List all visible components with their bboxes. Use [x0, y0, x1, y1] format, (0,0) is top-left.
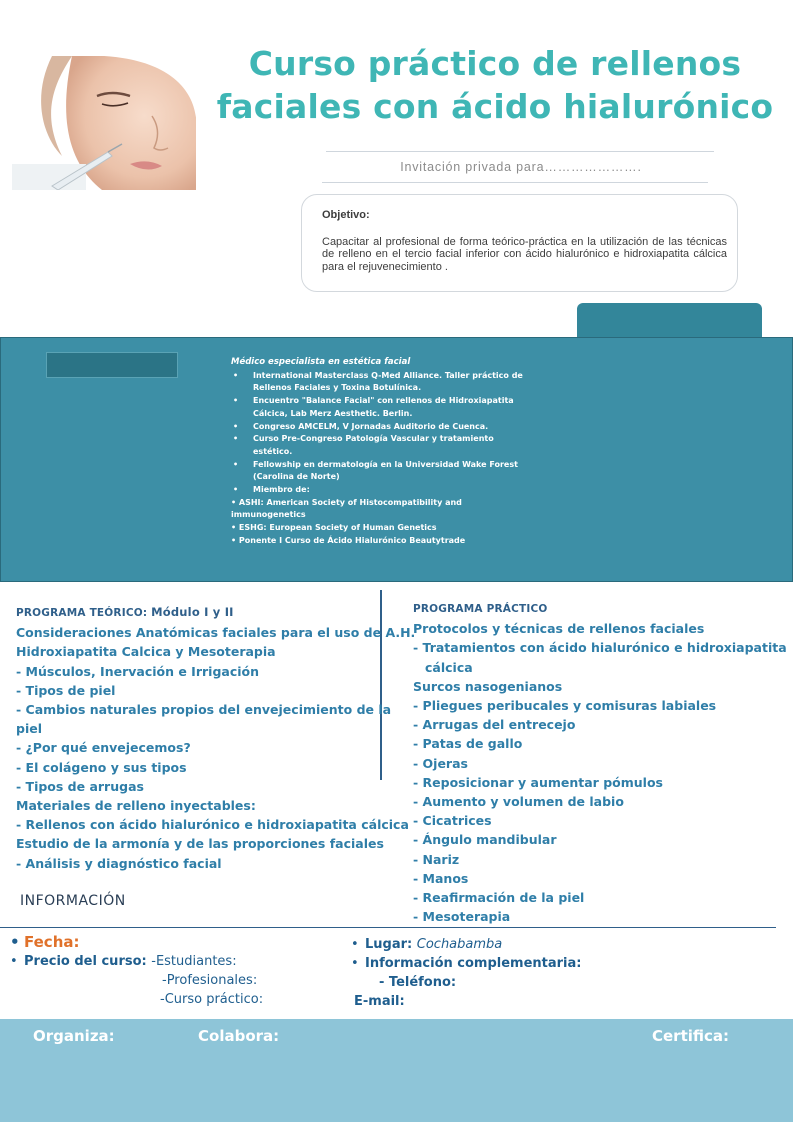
practice-line: - Reafirmación de la piel [413, 890, 585, 906]
objective-label: Objetivo: [322, 209, 370, 221]
objective-text: Capacitar al profesional de forma teórico-práctica en la utilización de las técnicas de relleno en el tercio facial inferior con ácido hialurónico e hidroxiapatita cálcica para el rejuvenecimiento . [322, 235, 727, 273]
more-info-label: Información complementaria: [365, 956, 582, 971]
info-right [351, 935, 582, 1011]
theory-line: - El colágeno y sus tipos [16, 759, 187, 775]
program-practice [413, 600, 788, 926]
practice-line: - Ángulo mandibular [413, 832, 557, 848]
date-label: • Fecha: [10, 933, 263, 952]
program-theory-heading [16, 603, 386, 623]
info-title: INFORMACIÓN [20, 893, 126, 909]
practice-line: - Arrugas del entrecejo [413, 717, 576, 733]
organiza-label: Organiza: [33, 1027, 115, 1045]
theory-line: Estudio de la armonía y de las proporciones faciales [16, 836, 384, 852]
theory-line: - Cambios naturales propios del envejecimiento de la [16, 702, 392, 718]
program-theory-title: PROGRAMA TEÓRICO: [16, 607, 152, 619]
practice-line: - Nariz [413, 851, 460, 867]
price-line [10, 952, 263, 971]
bio-extra: • ASHI: American Society of Histocompatibility and immunogenetics [231, 497, 462, 520]
invitation-top-rule [326, 151, 714, 152]
face-photo [12, 56, 196, 190]
practice-line: - Cicatrices [413, 813, 492, 829]
course-title-line-1: Curso práctico de rellenos [248, 44, 742, 83]
practice-line: cálcica [425, 659, 473, 675]
certifica-label: Certifica: [652, 1027, 730, 1045]
more-info [351, 954, 582, 973]
bio-extra: • ESHG: European Society of Human Genetics [231, 523, 437, 533]
price-professionals: -Profesionales: [162, 973, 258, 988]
course-title [205, 42, 785, 128]
bio-item: • Curso Pre-Congreso Patología Vascular y tratamiento estético. [231, 433, 531, 458]
theory-line: - Tipos de piel [16, 682, 116, 698]
theory-line: Materiales de relleno inyectables: [16, 798, 256, 814]
practice-line: - Mesoterapia [413, 909, 511, 925]
bio-item: • Miembro de: [231, 484, 531, 497]
bio-item: • Encuentro "Balance Facial" con rellenos de Hidroxiapatita Cálcica, Lab Merz Aesthetic. Berlin. [231, 395, 531, 420]
phone-label: - Teléfono: [379, 975, 457, 990]
practice-line: - Manos [413, 870, 469, 886]
practice-line: - Reposicionar y aumentar pómulos [413, 774, 663, 790]
speaker-bio-list [231, 356, 531, 548]
practice-line: - Aumento y volumen de labio [413, 794, 624, 810]
speaker-specialty: Médico especialista en estética facial [231, 357, 411, 367]
practice-line: - Pliegues peribucales y comisuras labiales [413, 698, 717, 714]
program-theory [16, 603, 416, 873]
bio-extra: • Ponente I Curso de Ácido Hialurónico Beautytrade [231, 535, 466, 545]
practice-line: - Ojeras [413, 755, 468, 771]
practice-line: - Tratamientos con ácido hialurónico e hidroxiapatita [413, 640, 787, 656]
speaker-bio-panel [0, 337, 793, 582]
footer-band [0, 1019, 793, 1122]
theory-line: - Músculos, Inervación e Irrigación [16, 663, 260, 679]
info-rule [0, 927, 776, 928]
theory-line: piel [16, 721, 42, 737]
theory-line: Consideraciones Anatómicas faciales para el uso de A.H. [16, 625, 416, 641]
info-left [10, 933, 263, 1009]
bio-item: • Congreso AMCELM, V Jornadas Auditorio de Cuenca. [231, 421, 531, 434]
practice-line: Protocolos y técnicas de rellenos faciales [413, 621, 705, 637]
email-label: E-mail: [354, 994, 405, 1009]
colabora-label: Colabora: [198, 1027, 280, 1045]
theory-line: - Rellenos con ácido hialurónico e hidroxiapatita cálcica [16, 817, 409, 833]
bio-item: • International Masterclass Q-Med Alliance. Taller práctico de Rellenos Faciales y Toxina Botulínica. [231, 370, 531, 395]
place-line [351, 935, 582, 954]
bio-item: • Fellowship en dermatología en la Universidad Wake Forest (Carolina de Norte) [231, 459, 531, 484]
practice-line: - Patas de gallo [413, 736, 523, 752]
theory-line: Hidroxiapatita Calcica y Mesoterapia [16, 644, 276, 660]
theory-line: - ¿Por qué envejecemos? [16, 740, 191, 756]
practice-line: Surcos nasogenianos [413, 678, 563, 694]
place-label: Lugar: [365, 937, 417, 952]
theory-line: - Análisis y diagnóstico facial [16, 855, 222, 871]
price-label: Precio del curso: [24, 954, 152, 969]
objective-box [301, 194, 738, 292]
program-theory-module: Módulo I y II [151, 605, 234, 619]
invitation-text: Invitación privada para…………………. [400, 160, 642, 174]
invitation-bottom-rule [322, 182, 708, 183]
program-practice-heading: PROGRAMA PRÁCTICO [413, 603, 548, 615]
theory-line: - Tipos de arrugas [16, 778, 144, 794]
price-practical: -Curso práctico: [160, 992, 264, 1007]
place-value: Cochabamba [416, 937, 503, 952]
bio-tab [577, 303, 762, 339]
course-title-line-2: faciales con ácido hialurónico [216, 87, 774, 126]
price-students: -Estudiantes: [151, 954, 237, 969]
speaker-name-bar [46, 352, 178, 378]
